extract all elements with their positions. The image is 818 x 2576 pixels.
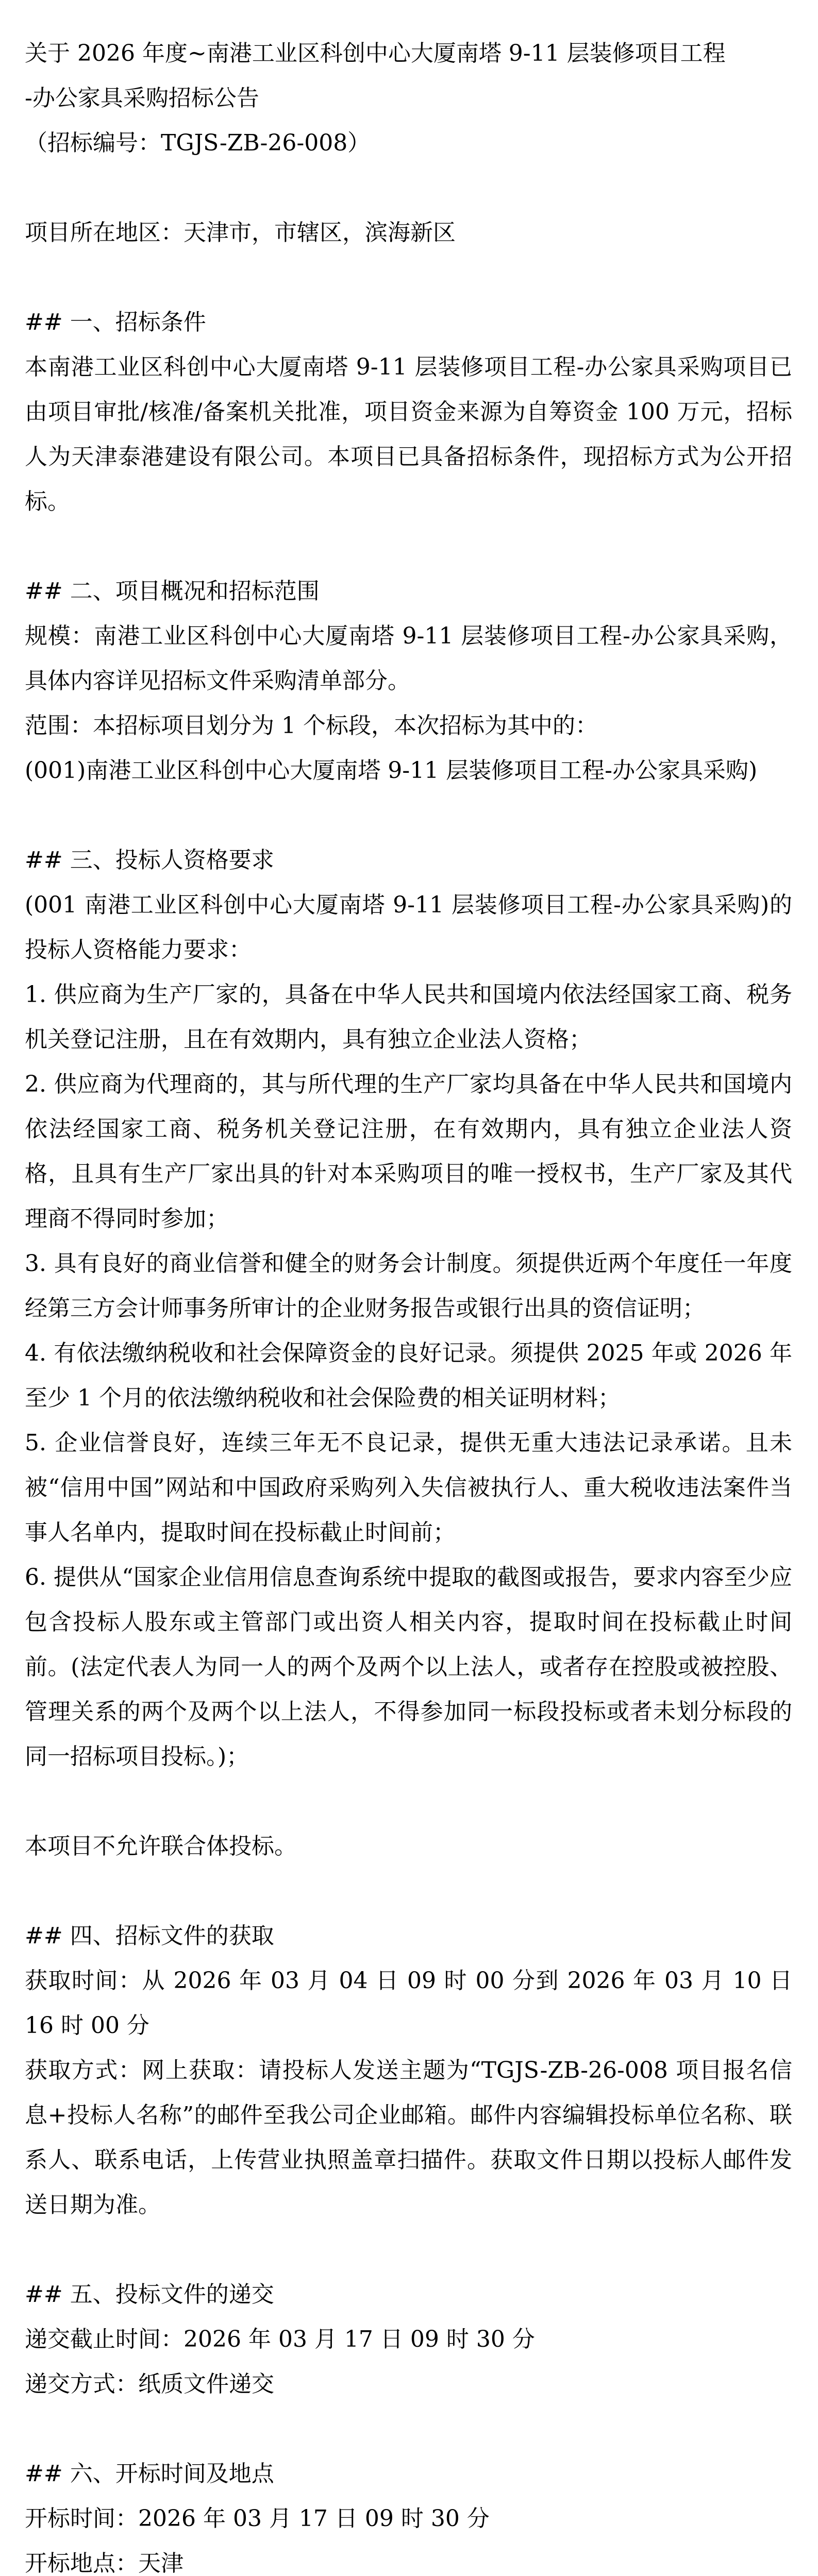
section-2-heading: ## 二、项目概况和招标范围 (25, 578, 320, 604)
section-1-heading: ## 一、招标条件 (25, 309, 206, 335)
section-5-heading: ## 五、投标文件的递交 (25, 2281, 274, 2308)
section-4-heading: ## 四、招标文件的获取 (25, 1923, 274, 1949)
requirement-item: 2. 供应商为代理商的，其与所代理的生产厂家均具备在中华人民共和国境内依法经国家工商、税务机关登记注册，在有效期内，具有独立企业法人资格，且具有生产厂家出具的针对本采购项目的唯一授权书，生产厂家及其代理商不得同时参加； (25, 1071, 792, 1232)
document-title-line-2: -办公家具采购招标公告 (25, 85, 259, 111)
requirement-item: 3. 具有良好的商业信誉和健全的财务会计制度。须提供近两个年度任一年度经第三方会计师事务所审计的企业财务报告或银行出具的资信证明； (25, 1250, 792, 1321)
section-3-intro: (001 南港工业区科创中心大厦南塔 9-11 层装修项目工程-办公家具采购)的投标人资格能力要求： (25, 892, 792, 963)
document-obtain-time: 获取时间：从 2026 年 03 月 04 日 09 时 00 分到 2026 年 03 月 10 日 16 时 00 分 (25, 1968, 799, 2039)
project-region: 项目所在地区：天津市，市辖区，滨海新区 (25, 219, 456, 246)
tender-code: （招标编号：TGJS-ZB-26-008） (25, 130, 371, 156)
document-title-line-1: 关于 2026 年度~南港工业区科创中心大厦南塔 9-11 层装修项目工程 (25, 40, 726, 66)
spacer (25, 165, 792, 210)
submission-method: 递交方式：纸质文件递交 (25, 2371, 274, 2397)
bid-opening-time: 开标时间：2026 年 03 月 17 日 09 时 30 分 (25, 2505, 490, 2532)
requirement-item: 1. 供应商为生产厂家的，具备在中华人民共和国境内依法经国家工商、税务机关登记注册，且在有效期内，具有独立企业法人资格； (25, 981, 792, 1053)
spacer (25, 2406, 792, 2451)
submission-deadline: 递交截止时间：2026 年 03 月 17 日 09 时 30 分 (25, 2326, 535, 2352)
spacer (25, 524, 792, 569)
section-2-scale: 规模：南港工业区科创中心大厦南塔 9-11 层装修项目工程-办公家具采购，具体内容详见招标文件采购清单部分。 (25, 623, 792, 694)
section-1-body: 本南港工业区科创中心大厦南塔 9-11 层装修项目工程-办公家具采购项目已由项目审批/核准/备案机关批准，项目资金来源为自筹资金 100 万元，招标人为天津泰港建设有限公司。本项目已具备招标条件，现招标方式为公开招标。 (25, 354, 792, 515)
spacer (25, 1779, 792, 1824)
requirement-item: 6. 提供从“国家企业信用信息查询系统中提取的截图或报告，要求内容至少应包含投标人股东或主管部门或出资人相关内容，提取时间在投标截止时间前。(法定代表人为同一人的两个及两个以上法人，或者存在控股或被控股、管理关系的两个及两个以上法人，不得参加同一标段投标或者未划分标段的同一招标项目投标。)； (25, 1564, 792, 1770)
spacer (25, 2227, 792, 2272)
section-3-heading: ## 三、投标人资格要求 (25, 847, 274, 873)
section-6-heading: ## 六、开标时间及地点 (25, 2461, 274, 2487)
section-2-scope: 范围：本招标项目划分为 1 个标段，本次招标为其中的： (25, 713, 598, 739)
spacer (25, 255, 792, 300)
consortium-note: 本项目不允许联合体投标。 (25, 1833, 297, 1859)
requirement-item: 5. 企业信誉良好，连续三年无不良记录，提供无重大违法记录承诺。且未被“信用中国”网站和中国政府采购列入失信被执行人、重大税收违法案件当事人名单内，提取时间在投标截止时间前； (25, 1430, 792, 1546)
spacer (25, 793, 792, 838)
section-2-lot: (001)南港工业区科创中心大厦南塔 9-11 层装修项目工程-办公家具采购) (25, 757, 758, 784)
bid-opening-place: 开标地点：天津 (25, 2550, 183, 2576)
document-obtain-method: 获取方式：网上获取：请投标人发送主题为“TGJS-ZB-26-008 项目报名信息+投标人名称”的邮件至我公司企业邮箱。邮件内容编辑投标单位名称、联系人、联系电话，上传营业执照盖章扫描件。获取文件日期以投标人邮件发送日期为准。 (25, 2057, 792, 2218)
spacer (25, 1869, 792, 1913)
requirement-item: 4. 有依法缴纳税收和社会保障资金的良好记录。须提供 2025 年或 2026 年至少 1 个月的依法缴纳税收和社会保险费的相关证明材料； (25, 1340, 792, 1411)
